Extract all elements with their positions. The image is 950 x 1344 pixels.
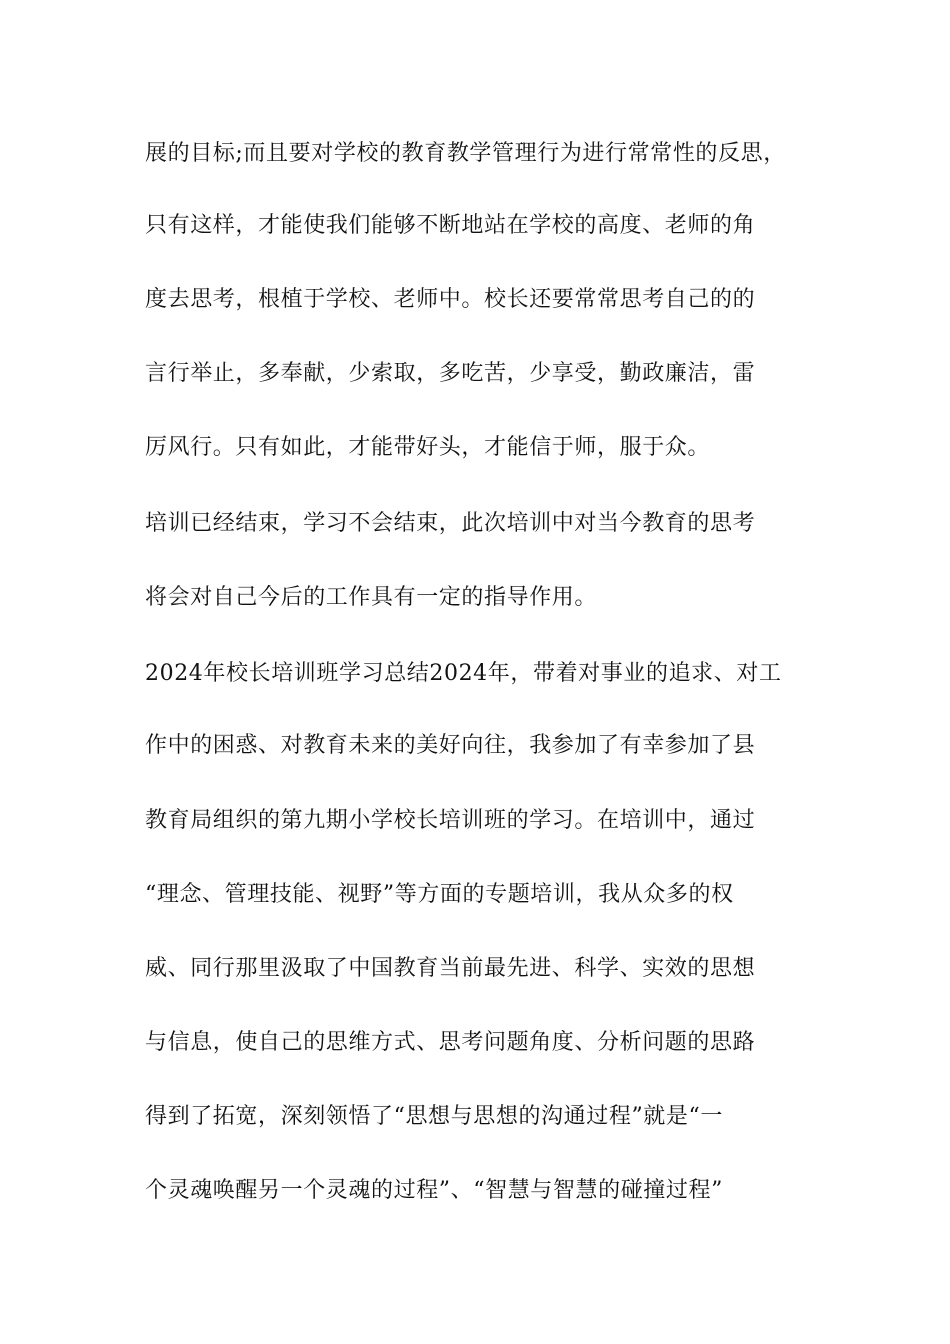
text-line-3: 度去思考，根植于学校、老师中。校长还要常常思考自己的的 xyxy=(145,287,756,312)
text-line-15: 个灵魂唤醒另一个灵魂的过程”、“智慧与智慧的碰撞过程” xyxy=(145,1178,723,1203)
text-line-6: 培训已经结束，学习不会结束，此次培训中对当今教育的思考 xyxy=(145,511,756,536)
text-line-12: 威、同行那里汲取了中国教育当前最先进、科学、实效的思想 xyxy=(145,956,756,981)
text-line-8: 2024年校长培训班学习总结2024年，带着对事业的追求、对工 xyxy=(145,661,782,686)
text-line-14: 得到了拓宽，深刻领悟了“思想与思想的沟通过程”就是“一 xyxy=(145,1104,723,1129)
text-line-1: 展的目标;而且要对学校的教育教学管理行为进行常常性的反思， xyxy=(145,141,786,166)
text-line-5: 厉风行。只有如此，才能带好头，才能信于师，服于众。 xyxy=(145,435,711,460)
text-line-4: 言行举止，多奉献，少索取，多吃苦，少享受，勤政廉洁，雷 xyxy=(145,361,756,386)
text-line-2: 只有这样，才能使我们能够不断地站在学校的高度、老师的角 xyxy=(145,213,756,238)
text-line-11: “理念、管理技能、视野”等方面的专题培训，我从众多的权 xyxy=(145,882,734,907)
text-line-7: 将会对自己今后的工作具有一定的指导作用。 xyxy=(145,585,598,610)
text-line-9: 作中的困惑、对教育未来的美好向往，我参加了有幸参加了县 xyxy=(145,733,756,758)
text-line-13: 与信息，使自己的思维方式、思考问题角度、分析问题的思路 xyxy=(145,1030,756,1055)
text-line-10: 教育局组织的第九期小学校长培训班的学习。在培训中，通过 xyxy=(145,808,756,833)
